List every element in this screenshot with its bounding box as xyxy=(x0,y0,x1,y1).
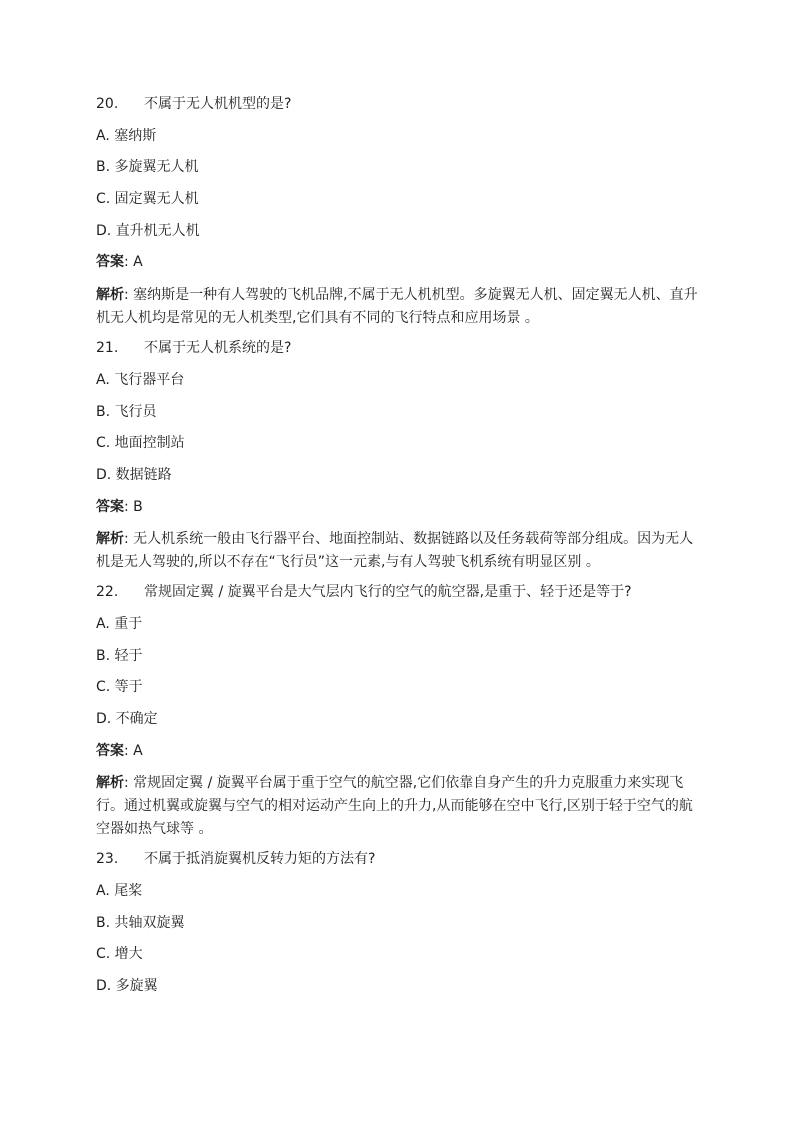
question-number: 23. xyxy=(96,851,119,868)
question-number: 22. xyxy=(96,584,119,601)
answer-line xyxy=(96,741,706,761)
option-a: A. 塞纳斯 xyxy=(96,127,157,144)
option-c: C. 地面控制站 xyxy=(96,435,185,452)
question-stem xyxy=(96,582,706,602)
question-20 xyxy=(96,94,706,330)
question-text: 常规固定翼 / 旋翼平台是大气层内飞行的空气的航空器,是重于、轻于还是等于? xyxy=(144,584,632,601)
question-stem xyxy=(96,338,706,358)
analysis-separator: : xyxy=(124,531,129,548)
option-a: A. 飞行器平台 xyxy=(96,371,185,388)
option-a: A. 尾桨 xyxy=(96,883,143,900)
answer-separator: : xyxy=(124,498,129,515)
analysis-paragraph xyxy=(96,284,706,330)
analysis-text: 常规固定翼 / 旋翼平台属于重于空气的航空器,它们依靠自身产生的升力克服重力来实现飞行。通过机翼或旋翼与空气的相对运动产生向上的升力,从而能够在空中飞行,区别于轻于空气的航空器如热气球等 。 xyxy=(96,775,693,838)
option-c: C. 增大 xyxy=(96,946,143,963)
option-d: D. 数据链路 xyxy=(96,466,172,483)
analysis-paragraph xyxy=(96,772,706,841)
answer-line xyxy=(96,252,706,272)
analysis-paragraph xyxy=(96,528,706,574)
option-d: D. 不确定 xyxy=(96,711,158,727)
analysis-separator: : xyxy=(124,287,129,304)
analysis-label: 解析 xyxy=(96,531,124,548)
question-stem xyxy=(96,94,706,114)
option-b: B. 共轴双旋翼 xyxy=(96,914,185,931)
document-page xyxy=(96,94,706,1008)
analysis-label: 解析 xyxy=(96,287,124,304)
option-b: B. 飞行员 xyxy=(96,403,157,420)
option-d: D. 多旋翼 xyxy=(96,978,158,995)
question-21 xyxy=(96,338,706,574)
question-number: 21. xyxy=(96,340,119,357)
analysis-text: 塞纳斯是一种有人驾驶的飞机品牌,不属于无人机机型。多旋翼无人机、固定翼无人机、直升机无人机均是常见的无人机类型,它们具有不同的飞行特点和应用场景 。 xyxy=(96,287,698,327)
analysis-separator: : xyxy=(124,775,129,792)
answer-label: 答案 xyxy=(96,742,124,759)
answer-separator: : xyxy=(124,742,129,759)
answer-value: B xyxy=(133,498,143,515)
option-a: A. 重于 xyxy=(96,615,143,632)
question-stem xyxy=(96,849,706,869)
question-text: 不属于无人机系统的是? xyxy=(144,340,292,357)
answer-label: 答案 xyxy=(96,254,124,271)
option-c: C. 等于 xyxy=(96,679,143,696)
question-22 xyxy=(96,582,706,841)
question-23 xyxy=(96,849,706,996)
option-c: C. 固定翼无人机 xyxy=(96,191,199,208)
answer-label: 答案 xyxy=(96,498,124,515)
analysis-label: 解析 xyxy=(96,775,124,792)
question-text: 不属于抵消旋翼机反转力矩的方法有? xyxy=(144,851,376,868)
answer-separator: : xyxy=(124,254,129,271)
option-b: B. 轻于 xyxy=(96,647,143,664)
analysis-text: 无人机系统一般由飞行器平台、地面控制站、数据链路以及任务载荷等部分组成。因为无人机是无人驾驶的,所以不存在“飞行员”这一元素,与有人驾驶飞机系统有明显区别 。 xyxy=(96,531,694,571)
question-text: 不属于无人机机型的是? xyxy=(144,96,292,112)
answer-value: A xyxy=(133,742,143,759)
question-number: 20. xyxy=(96,96,119,112)
answer-value: A xyxy=(133,254,143,271)
option-d: D. 直升机无人机 xyxy=(96,222,200,239)
option-b: B. 多旋翼无人机 xyxy=(96,159,199,176)
answer-line xyxy=(96,497,706,517)
